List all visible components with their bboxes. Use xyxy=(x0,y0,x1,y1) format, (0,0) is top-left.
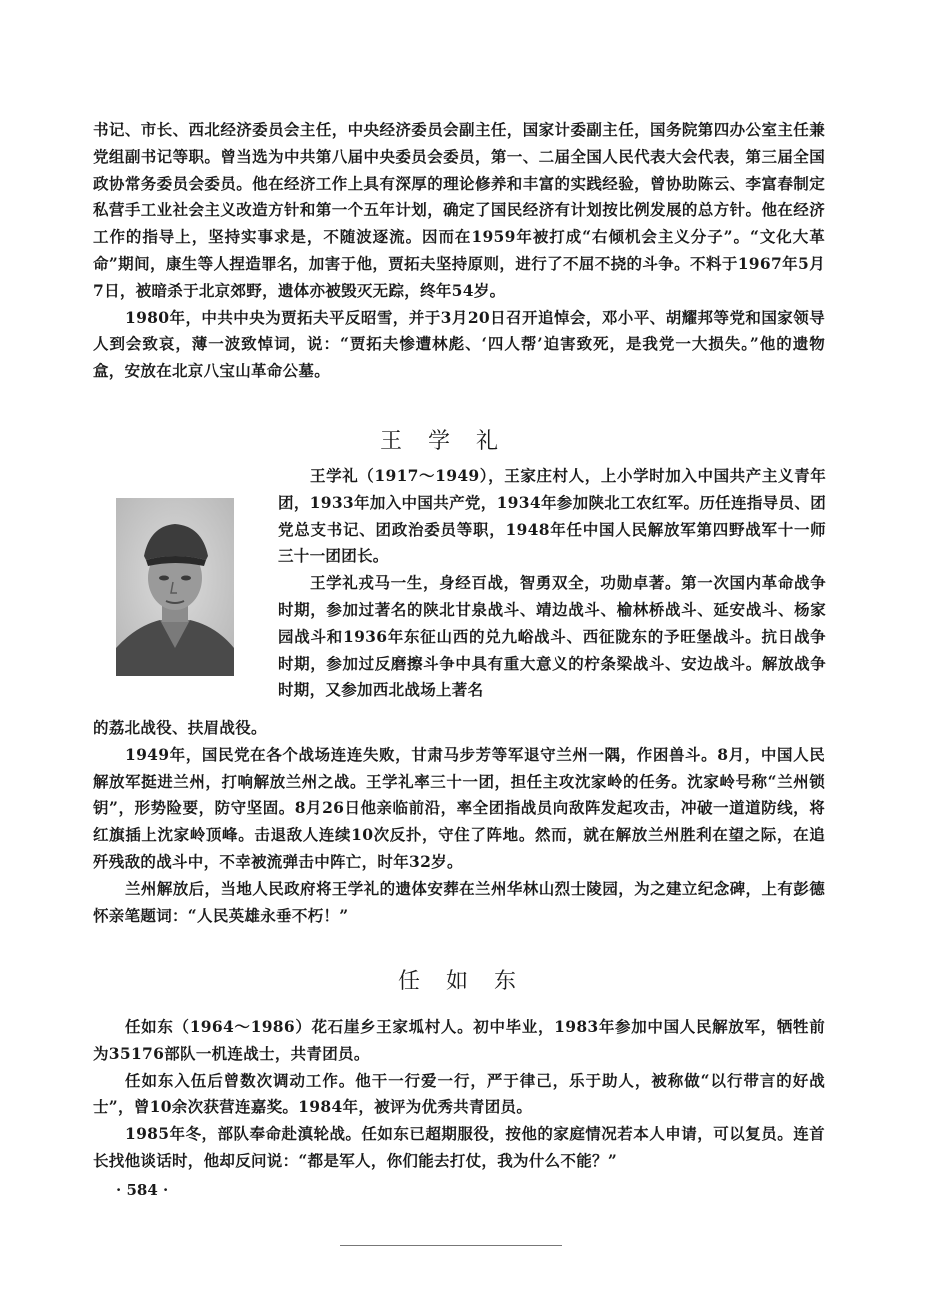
biography-jia-tuofu-continued xyxy=(93,117,825,385)
paragraph: 王学礼（1917～1949），王家庄村人，上小学时加入中国共产主义青年团，1933年加入中国共产党，1934年参加陕北工农红军。历任连指导员、团党总支书记、团政治委员等职，1948年任中国人民解放军第四野战军十一师三十一团团长。 xyxy=(278,466,826,566)
section-heading-ren-rudong: 任如东 xyxy=(398,969,543,994)
biography-ren-rudong xyxy=(93,1014,825,1175)
paragraph: 任如东入伍后曾数次调动工作。他干一行爱一行，严于律己，乐于助人，被称做“以行带言的好战士”，曾10余次获营连嘉奖。1984年，被评为优秀共青团员。 xyxy=(93,1070,825,1117)
paragraph: 1985年冬，部队奉命赴滇轮战。任如东已超期服役，按他的家庭情况若本人申请，可以复员。连首长找他谈话时，他却反问说：“都是军人，你们能去打仗，我为什么不能？” xyxy=(93,1124,825,1170)
paragraph: 书记、市长、西北经济委员会主任，中央经济委员会副主任，国家计委副主任，国务院第四办公室主任兼党组副书记等职。曾当选为中共第八届中央委员会委员，第一、二届全国人民代表大会代表，第三届全国政协常务委员会委员。他在经济工作上具有深厚的理论修养和丰富的实践经验，曾协助陈云、李富春制定私营手工业社会主义改造方针和第一个五年计划，确定了国民经济有计划按比例发展的总方针。他在经济工作的指导上，坚持实事求是，不随波逐流。因而在1959年被打成“右倾机会主义分子”。“文化大革命”期间，康生等人捏造罪名，加害于他，贾拓夫坚持原则，进行了不屈不挠的斗争。不料于1967年5月7日，被暗杀于北京郊野，遗体亦被毁灭无踪，终年54岁。 xyxy=(93,120,825,300)
paragraph: 任如东（1964～1986）花石崖乡王家坬村人。初中毕业，1983年参加中国人民解放军，牺牲前为35176部队一机连战士，共青团员。 xyxy=(93,1017,825,1063)
biography-wang-xueli-body xyxy=(93,715,825,929)
paragraph: 的荔北战役、扶眉战役。 xyxy=(93,718,267,737)
paragraph: 1949年，国民党在各个战场连连失败，甘肃马步芳等军退守兰州一隅，作困兽斗。8月，中国人民解放军挺进兰州，打响解放兰州之战。王学礼率三十一团，担任主攻沈家岭的任务。沈家岭号称“兰州锁钥”，形势险要，防守坚固。8月26日他亲临前沿，率全团指战员向敌阵发起攻击，冲破一道道防线，将红旗插上沈家岭顶峰。击退敌人连续10次反扑，守住了阵地。然而，就在解放兰州胜利在望之际，在追歼残敌的战斗中，不幸被流弹击中阵亡，时年32岁。 xyxy=(93,744,825,871)
paragraph: 兰州解放后，当地人民政府将王学礼的遗体安葬在兰州华林山烈士陵园，为之建立纪念碑，上有彭德怀亲笔题词：“人民英雄永垂不朽！” xyxy=(93,878,825,925)
bottom-divider xyxy=(340,1245,562,1246)
section-heading-wang-xueli: 王学礼 xyxy=(380,429,525,454)
page-number: · 584 · xyxy=(116,1181,169,1199)
paragraph: 1980年，中共中央为贾拓夫平反昭雪，并于3月20日召开追悼会，邓小平、胡耀邦等党和国家领导人到会致哀，薄一波致悼词，说：“贾拓夫惨遭林彪、‘四人帮’迫害致死，是我党一大损失。”他的遗物盒，安放在北京八宝山革命公墓。 xyxy=(93,307,825,381)
biography-wang-xueli-intro xyxy=(278,463,826,704)
portrait-photo-wang-xueli xyxy=(116,498,234,676)
paragraph: 王学礼戎马一生，身经百战，智勇双全，功勋卓著。第一次国内革命战争时期，参加过著名的陕北甘泉战斗、靖边战斗、榆林桥战斗、延安战斗、杨家园战斗和1936年东征山西的兑九峪战斗、西征陇东的予旺堡战斗。抗日战争时期，参加过反磨擦斗争中具有重大意义的柠条梁战斗、安边战斗。解放战争时期，又参加西北战场上著名 xyxy=(278,573,826,700)
